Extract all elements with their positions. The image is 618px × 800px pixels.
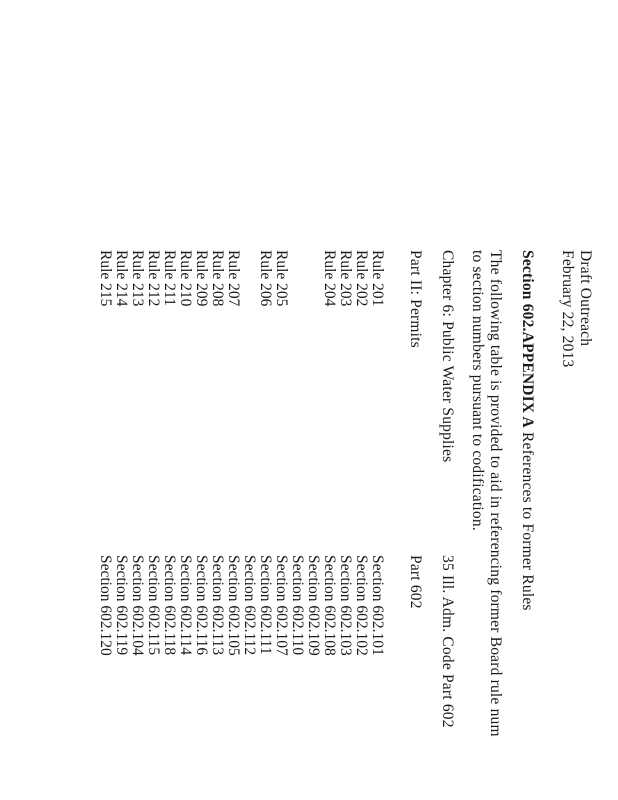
- section-entry: Section 602.102: [353, 555, 370, 656]
- section-entry: Section 602.118: [161, 555, 178, 656]
- section-entry: Section 602.112: [241, 555, 258, 656]
- section-entry: Section 602.103: [337, 555, 354, 656]
- section-title-text: References to Former Rules: [519, 432, 536, 611]
- rule-209: Rule 209: [193, 250, 210, 307]
- part-heading: Part II: Permits: [407, 250, 424, 348]
- section-entry: Section 602.119: [113, 555, 130, 656]
- intro-line-1: The following table is provided to aid in referencing former Board rule num: [487, 250, 504, 737]
- section-entry: Section 602.107: [273, 555, 290, 656]
- header-date: February 22, 2013: [559, 250, 576, 368]
- rule-204: Rule 204: [321, 250, 338, 307]
- rule-207: Rule 207: [225, 250, 242, 307]
- section-entry: Section 602.115: [145, 555, 162, 656]
- rule-211: Rule 211: [161, 250, 178, 306]
- part-code: Part 602: [407, 555, 424, 609]
- section-title: [518, 250, 536, 611]
- section-entry: Section 602.120: [97, 555, 114, 656]
- rule-203: Rule 203: [337, 250, 354, 307]
- rule-215: Rule 215: [97, 250, 114, 307]
- section-entry: Section 602.113: [209, 555, 226, 656]
- rule-206: Rule 206: [257, 250, 274, 307]
- rule-213: Rule 213: [129, 250, 146, 307]
- rule-212: Rule 212: [145, 250, 162, 307]
- section-entry: Section 602.101: [369, 555, 386, 656]
- section-entry: Section 602.110: [289, 555, 306, 656]
- section-entry: Section 602.114: [177, 555, 194, 656]
- chapter-code: 35 Ill. Adm. Code Part 602: [439, 555, 456, 728]
- header-draft: Draft Outreach: [577, 250, 594, 347]
- section-entry: Section 602.109: [305, 555, 322, 656]
- rule-214: Rule 214: [113, 250, 130, 307]
- rule-205: Rule 205: [273, 250, 290, 307]
- rule-201: Rule 201: [369, 250, 386, 307]
- chapter-heading: Chapter 6: Public Water Supplies: [439, 250, 456, 463]
- rule-208: Rule 208: [209, 250, 226, 307]
- rule-210: Rule 210: [177, 250, 194, 307]
- intro-line-2: to section numbers pursuant to codification.: [469, 250, 486, 531]
- section-entry: Section 602.104: [129, 555, 146, 656]
- section-entry: Section 602.111: [257, 555, 274, 655]
- section-entry: Section 602.108: [321, 555, 338, 656]
- section-title-number: Section 602.APPENDIX A: [519, 250, 536, 428]
- section-entry: Section 602.105: [225, 555, 242, 656]
- rule-202: Rule 202: [353, 250, 370, 307]
- section-entry: Section 602.116: [193, 555, 210, 656]
